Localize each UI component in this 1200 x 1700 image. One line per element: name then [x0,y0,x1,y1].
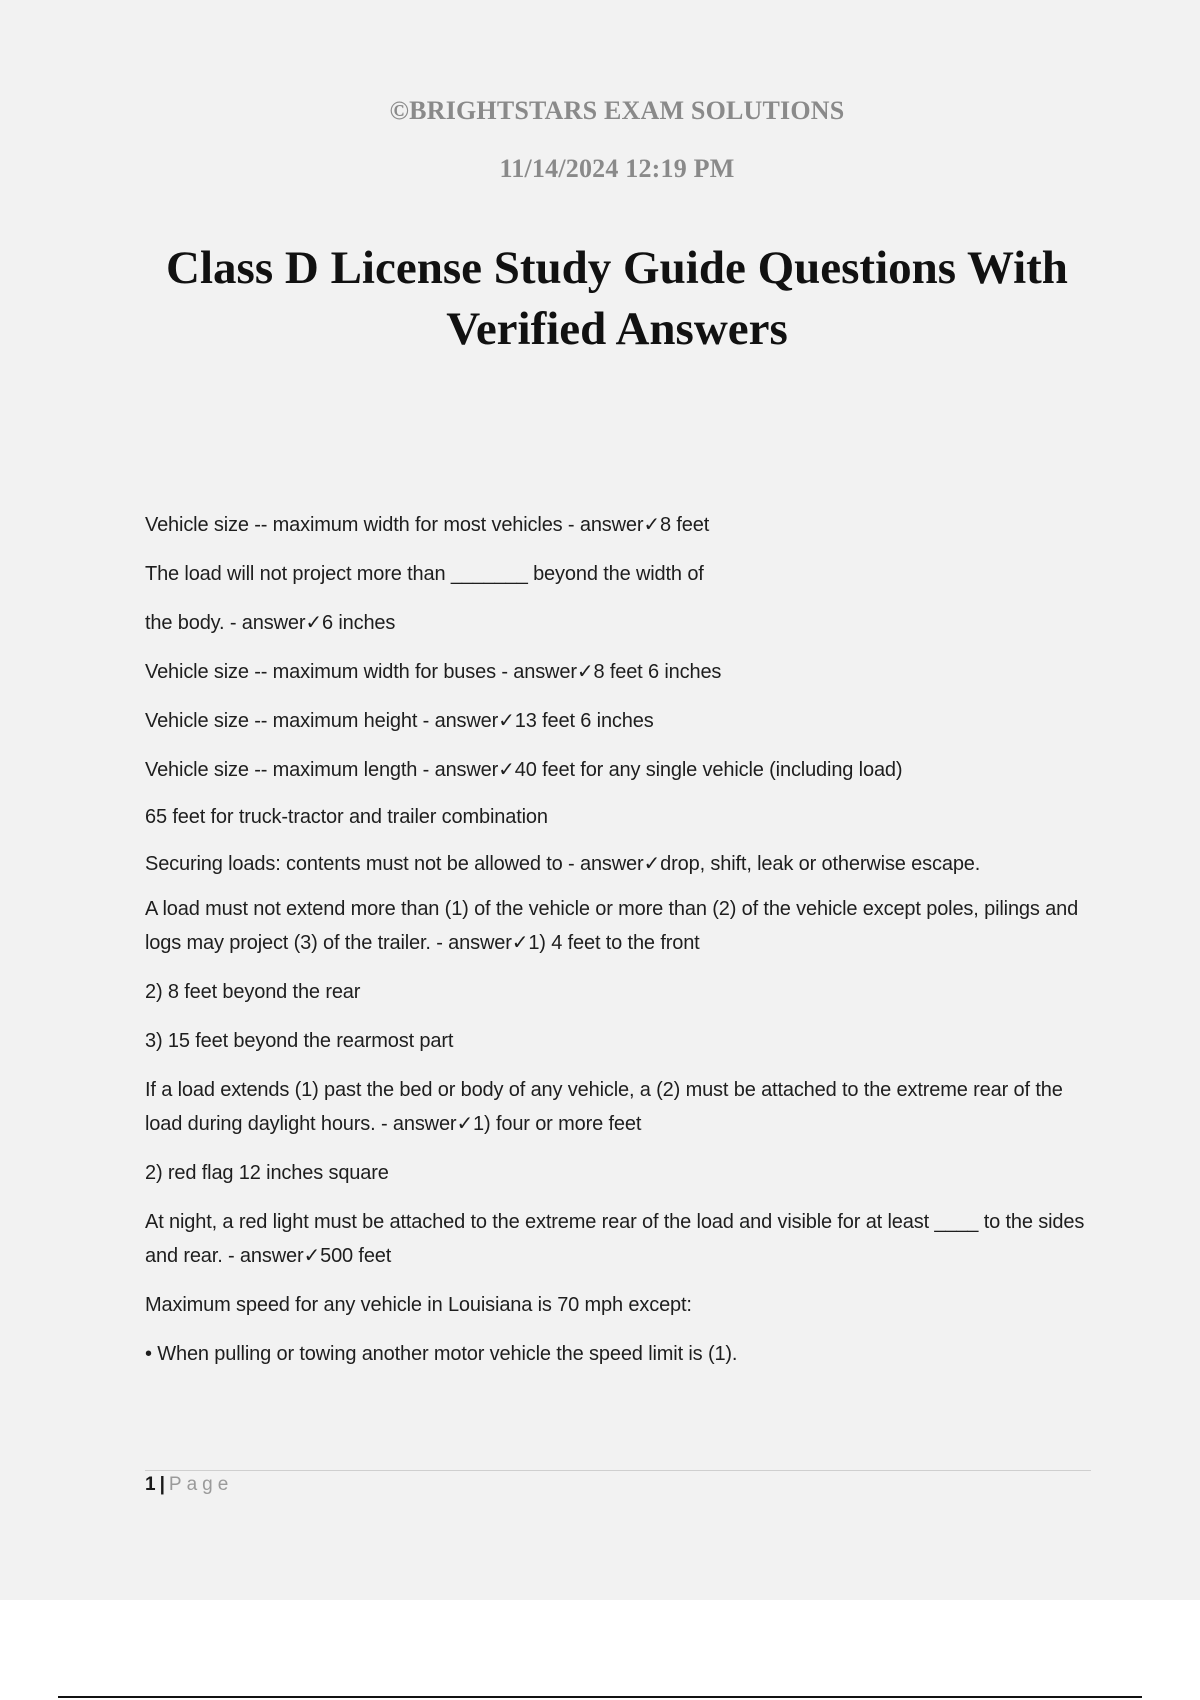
page-number: 1 [145,1474,156,1495]
page-footer [145,1474,233,1496]
paragraph: the body. - answer✓6 inches [145,612,396,634]
next-page-top-rule [58,1696,1142,1698]
paragraph: • When pulling or towing another motor vehicle the speed limit is (1). [145,1343,738,1365]
page-label: Page [168,1474,234,1495]
paragraph: 2) red flag 12 inches square [145,1162,389,1184]
footer-divider [145,1470,1091,1471]
paragraph: Vehicle size -- maximum width for buses - answer✓8 feet 6 inches [145,661,722,683]
document-title-line-2: Verified Answers [446,303,788,355]
paragraph: The load will not project more than _______ beyond the width of [145,563,704,585]
document-title-line-1: Class D License Study Guide Questions With [166,242,1068,294]
document-title [130,238,1104,360]
paragraph: A load must not extend more than (1) of the vehicle or more than (2) of the vehicle except poles, pilings and logs may project (3) of the trailer. - answer✓1) 4 feet to the front [145,898,1084,954]
paragraph: 65 feet for truck-tractor and trailer combination [145,806,548,828]
header-datetime: 11/14/2024 12:19 PM [499,154,735,183]
paragraph: At night, a red light must be attached to the extreme rear of the load and visible for at least ____ to the sides and rear. - answer✓500 feet [145,1211,1090,1267]
paragraph: Vehicle size -- maximum length - answer✓40 feet for any single vehicle (including load) [145,759,903,781]
header-copyright: ©BRIGHTSTARS EXAM SOLUTIONS [389,96,845,125]
paragraph: Securing loads: contents must not be allowed to - answer✓drop, shift, leak or otherwise escape. [145,853,981,875]
document-body [145,508,1090,1371]
paragraph: 3) 15 feet beyond the rearmost part [145,1030,454,1052]
footer-separator: | [159,1474,165,1495]
paragraph: Vehicle size -- maximum height - answer✓13 feet 6 inches [145,710,654,732]
paragraph: Maximum speed for any vehicle in Louisiana is 70 mph except: [145,1294,692,1316]
paragraph: Vehicle size -- maximum width for most vehicles - answer✓8 feet [145,514,710,536]
paragraph: If a load extends (1) past the bed or body of any vehicle, a (2) must be attached to the extreme rear of the load during daylight hours. - answer✓1) four or more feet [145,1079,1069,1135]
paragraph: 2) 8 feet beyond the rear [145,981,361,1003]
